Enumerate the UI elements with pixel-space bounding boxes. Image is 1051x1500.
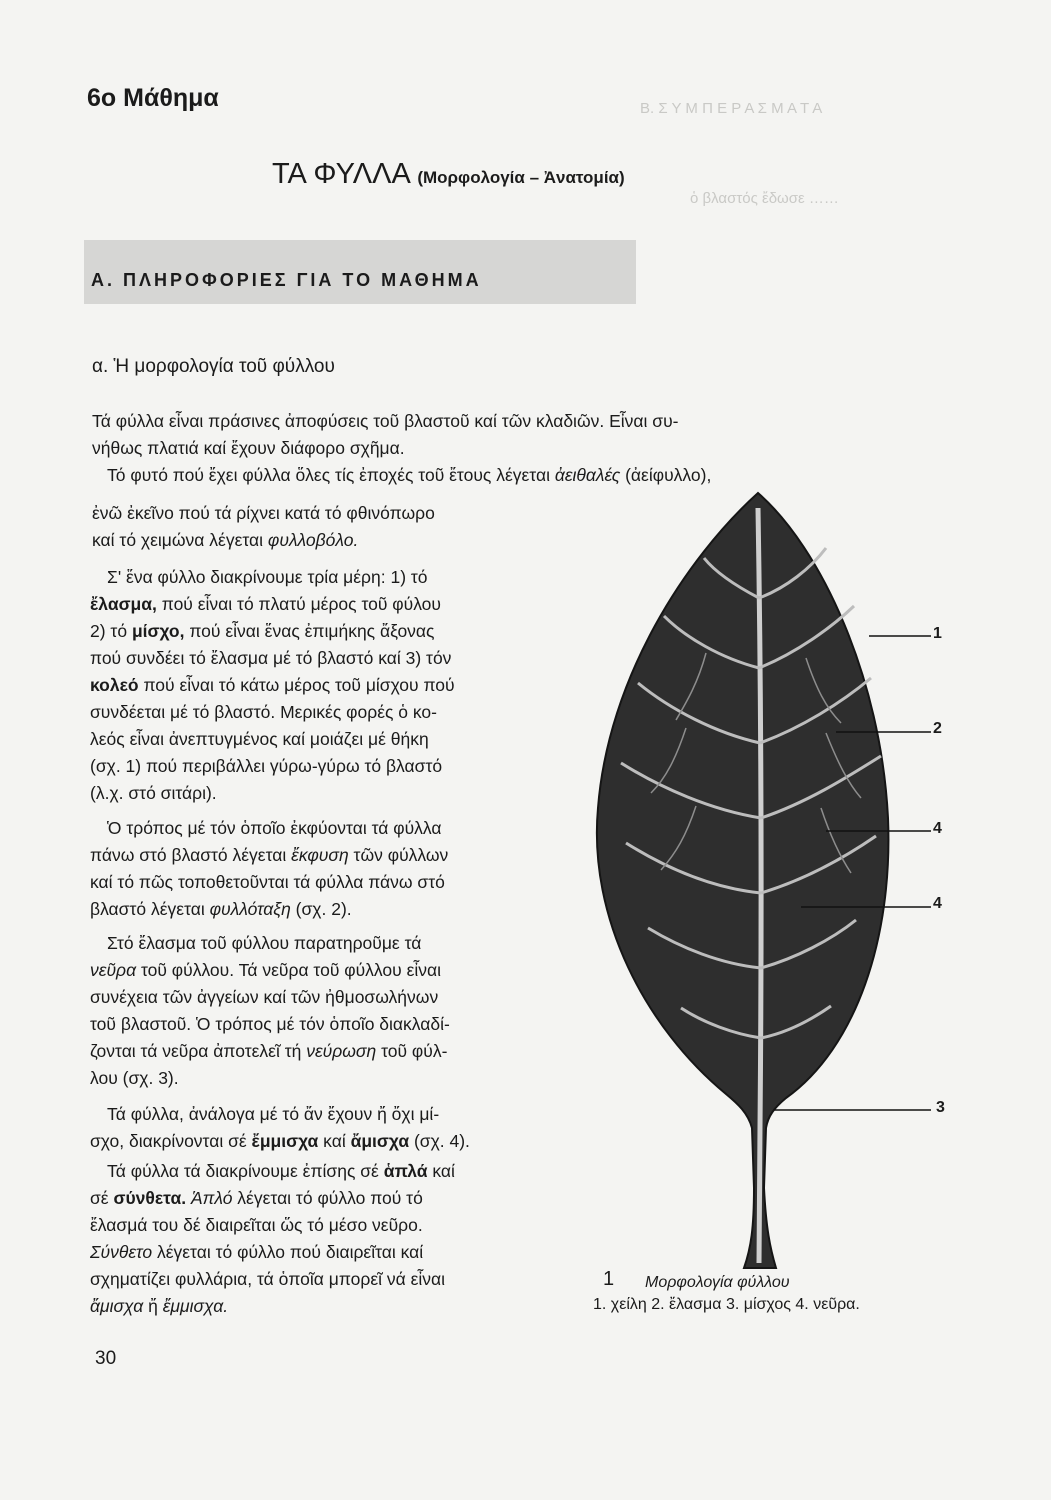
section-heading: Α. ΠΛΗΡΟΦΟΡΙΕΣ ΓΙΑ ΤΟ ΜΑΘΗΜΑ: [91, 270, 482, 290]
text-line: συνέχεια τῶν ἀγγείων καί τῶν ἠθμοσωλήνων: [90, 987, 439, 1007]
text-line: νήθως πλατιά καί ἔχουν διάφορο σχῆμα.: [92, 438, 405, 458]
text-line: Τά φύλλα, ἀνάλογα μέ τό ἄν ἔχουν ἤ ὄχι μί-: [107, 1104, 440, 1124]
text-line: (σχ. 1) πού περιβάλλει γύρω-γύρω τό βλαστό: [90, 756, 443, 776]
callout-label: 3: [936, 1099, 945, 1116]
text-line: Τά φύλλα τά διακρίνουμε ἐπίσης σέ ἁπλά καί: [107, 1161, 455, 1181]
callout-label: 2: [933, 720, 942, 737]
figure-caption: Μορφολογία φύλλου: [645, 1274, 790, 1291]
text-line: ζονται τά νεῦρα ἀποτελεῖ τή νεύρωση τοῦ φύλ-: [90, 1041, 448, 1061]
text-line: ἔλασμά του δέ διαιρεῖται ὥς τό μέσο νεῦρο.: [90, 1215, 423, 1235]
text-line: κολεό πού εἶναι τό κάτω μέρος τοῦ μίσχου πού: [90, 675, 455, 695]
bleed-through: Β. Σ Υ Μ Π Ε Ρ Α Σ Μ Α Τ Α: [640, 100, 823, 117]
title-main: ΤΑ ΦΥΛΛΑ: [272, 158, 410, 190]
text-line: νεῦρα τοῦ φύλλου. Τά νεῦρα τοῦ φύλλου εἶναι: [90, 960, 442, 980]
text-line: Τό φυτό πού ἔχει φύλλα ὅλες τίς ἐποχές τοῦ ἔτους λέγεται ἀειθαλές (ἀείφυλλο),: [107, 465, 712, 485]
text-line: λεός εἶναι ἀνεπτυγμένος καί μοιάζει μέ θήκη: [90, 729, 429, 749]
callout-label: 4: [933, 895, 942, 912]
lesson-label: 6ο Μάθημα: [87, 84, 219, 112]
text-line: βλαστό λέγεται φυλλόταξη (σχ. 2).: [90, 899, 352, 919]
leaf-figure: [586, 488, 966, 1278]
page-number: 30: [95, 1348, 117, 1369]
text-line: συνδέεται μέ τό βλαστό. Μερικές φορές ὁ κο-: [90, 702, 437, 722]
text-line: σέ σύνθετα. Ἁπλό λέγεται τό φύλλο πού τό: [90, 1188, 423, 1208]
text-line: (λ.χ. στό σιτάρι).: [90, 783, 217, 803]
callout-label: 1: [933, 625, 942, 642]
subsection-heading: α. Ἡ μορφολογία τοῦ φύλλου: [92, 356, 335, 377]
text-line: ἔλασμα, πού εἶναι τό πλατύ μέρος τοῦ φύλου: [90, 594, 441, 614]
text-line: σχο, διακρίνονται σέ ἔμμισχα καί ἄμισχα (σχ. 4).: [90, 1131, 470, 1151]
text-line: πάνω στό βλαστό λέγεται ἔκφυση τῶν φύλλων: [90, 845, 449, 865]
text-line: πού συνδέει τό ἔλασμα μέ τό βλαστό καί 3) τόν: [90, 648, 452, 668]
text-line: τοῦ βλαστοῦ. Ὁ τρόπος μέ τόν ὁποῖο διακλαδί-: [90, 1014, 450, 1034]
text-line: καί τό πῶς τοποθετοῦνται τά φύλλα πάνω στό: [90, 872, 445, 892]
text-line: καί τό χειμώνα λέγεται φυλλοβόλο.: [92, 530, 359, 550]
figure-number: 1: [603, 1268, 615, 1290]
text-line: Τά φύλλα εἶναι πράσινες ἀποφύσεις τοῦ βλαστοῦ καί τῶν κλαδιῶν. Εἶναι συ-: [92, 411, 679, 431]
text-line: Σύνθετο λέγεται τό φύλλο πού διαιρεῖται καί: [90, 1242, 424, 1262]
leaf-blade: [597, 493, 889, 1268]
text-line: Σ' ἕνα φύλλο διακρίνουμε τρία μέρη: 1) τό: [107, 567, 428, 587]
text-line: ἐνῶ ἐκεῖνο πού τά ρίχνει κατά τό φθινόπωρο: [92, 503, 435, 523]
page-title: [272, 158, 625, 191]
title-subtitle: (Μορφολογία – Ἀνατομία): [417, 168, 625, 187]
leaf-illustration: [586, 488, 966, 1278]
text-line: 2) τό μίσχο, πού εἶναι ἕνας ἐπιμήκης ἄξονας: [90, 621, 435, 641]
bleed-through: ὁ βλαστός ἔδωσε ……: [690, 190, 839, 207]
text-line: Ὁ τρόπος μέ τόν ὁποῖο ἐκφύονται τά φύλλα: [107, 818, 442, 838]
text-line: λου (σχ. 3).: [90, 1068, 179, 1088]
text-line: Στό ἔλασμα τοῦ φύλλου παρατηροῦμε τά: [107, 933, 422, 953]
figure-legend: 1. χείλη 2. ἔλασμα 3. μίσχος 4. νεῦρα.: [593, 1296, 860, 1313]
text-line: ἄμισχα ἤ ἔμμισχα.: [90, 1296, 229, 1316]
callout-label: 4: [933, 820, 942, 837]
text-line: σχηματίζει φυλλάρια, τά ὁποῖα μπορεῖ νά εἶναι: [90, 1269, 446, 1289]
